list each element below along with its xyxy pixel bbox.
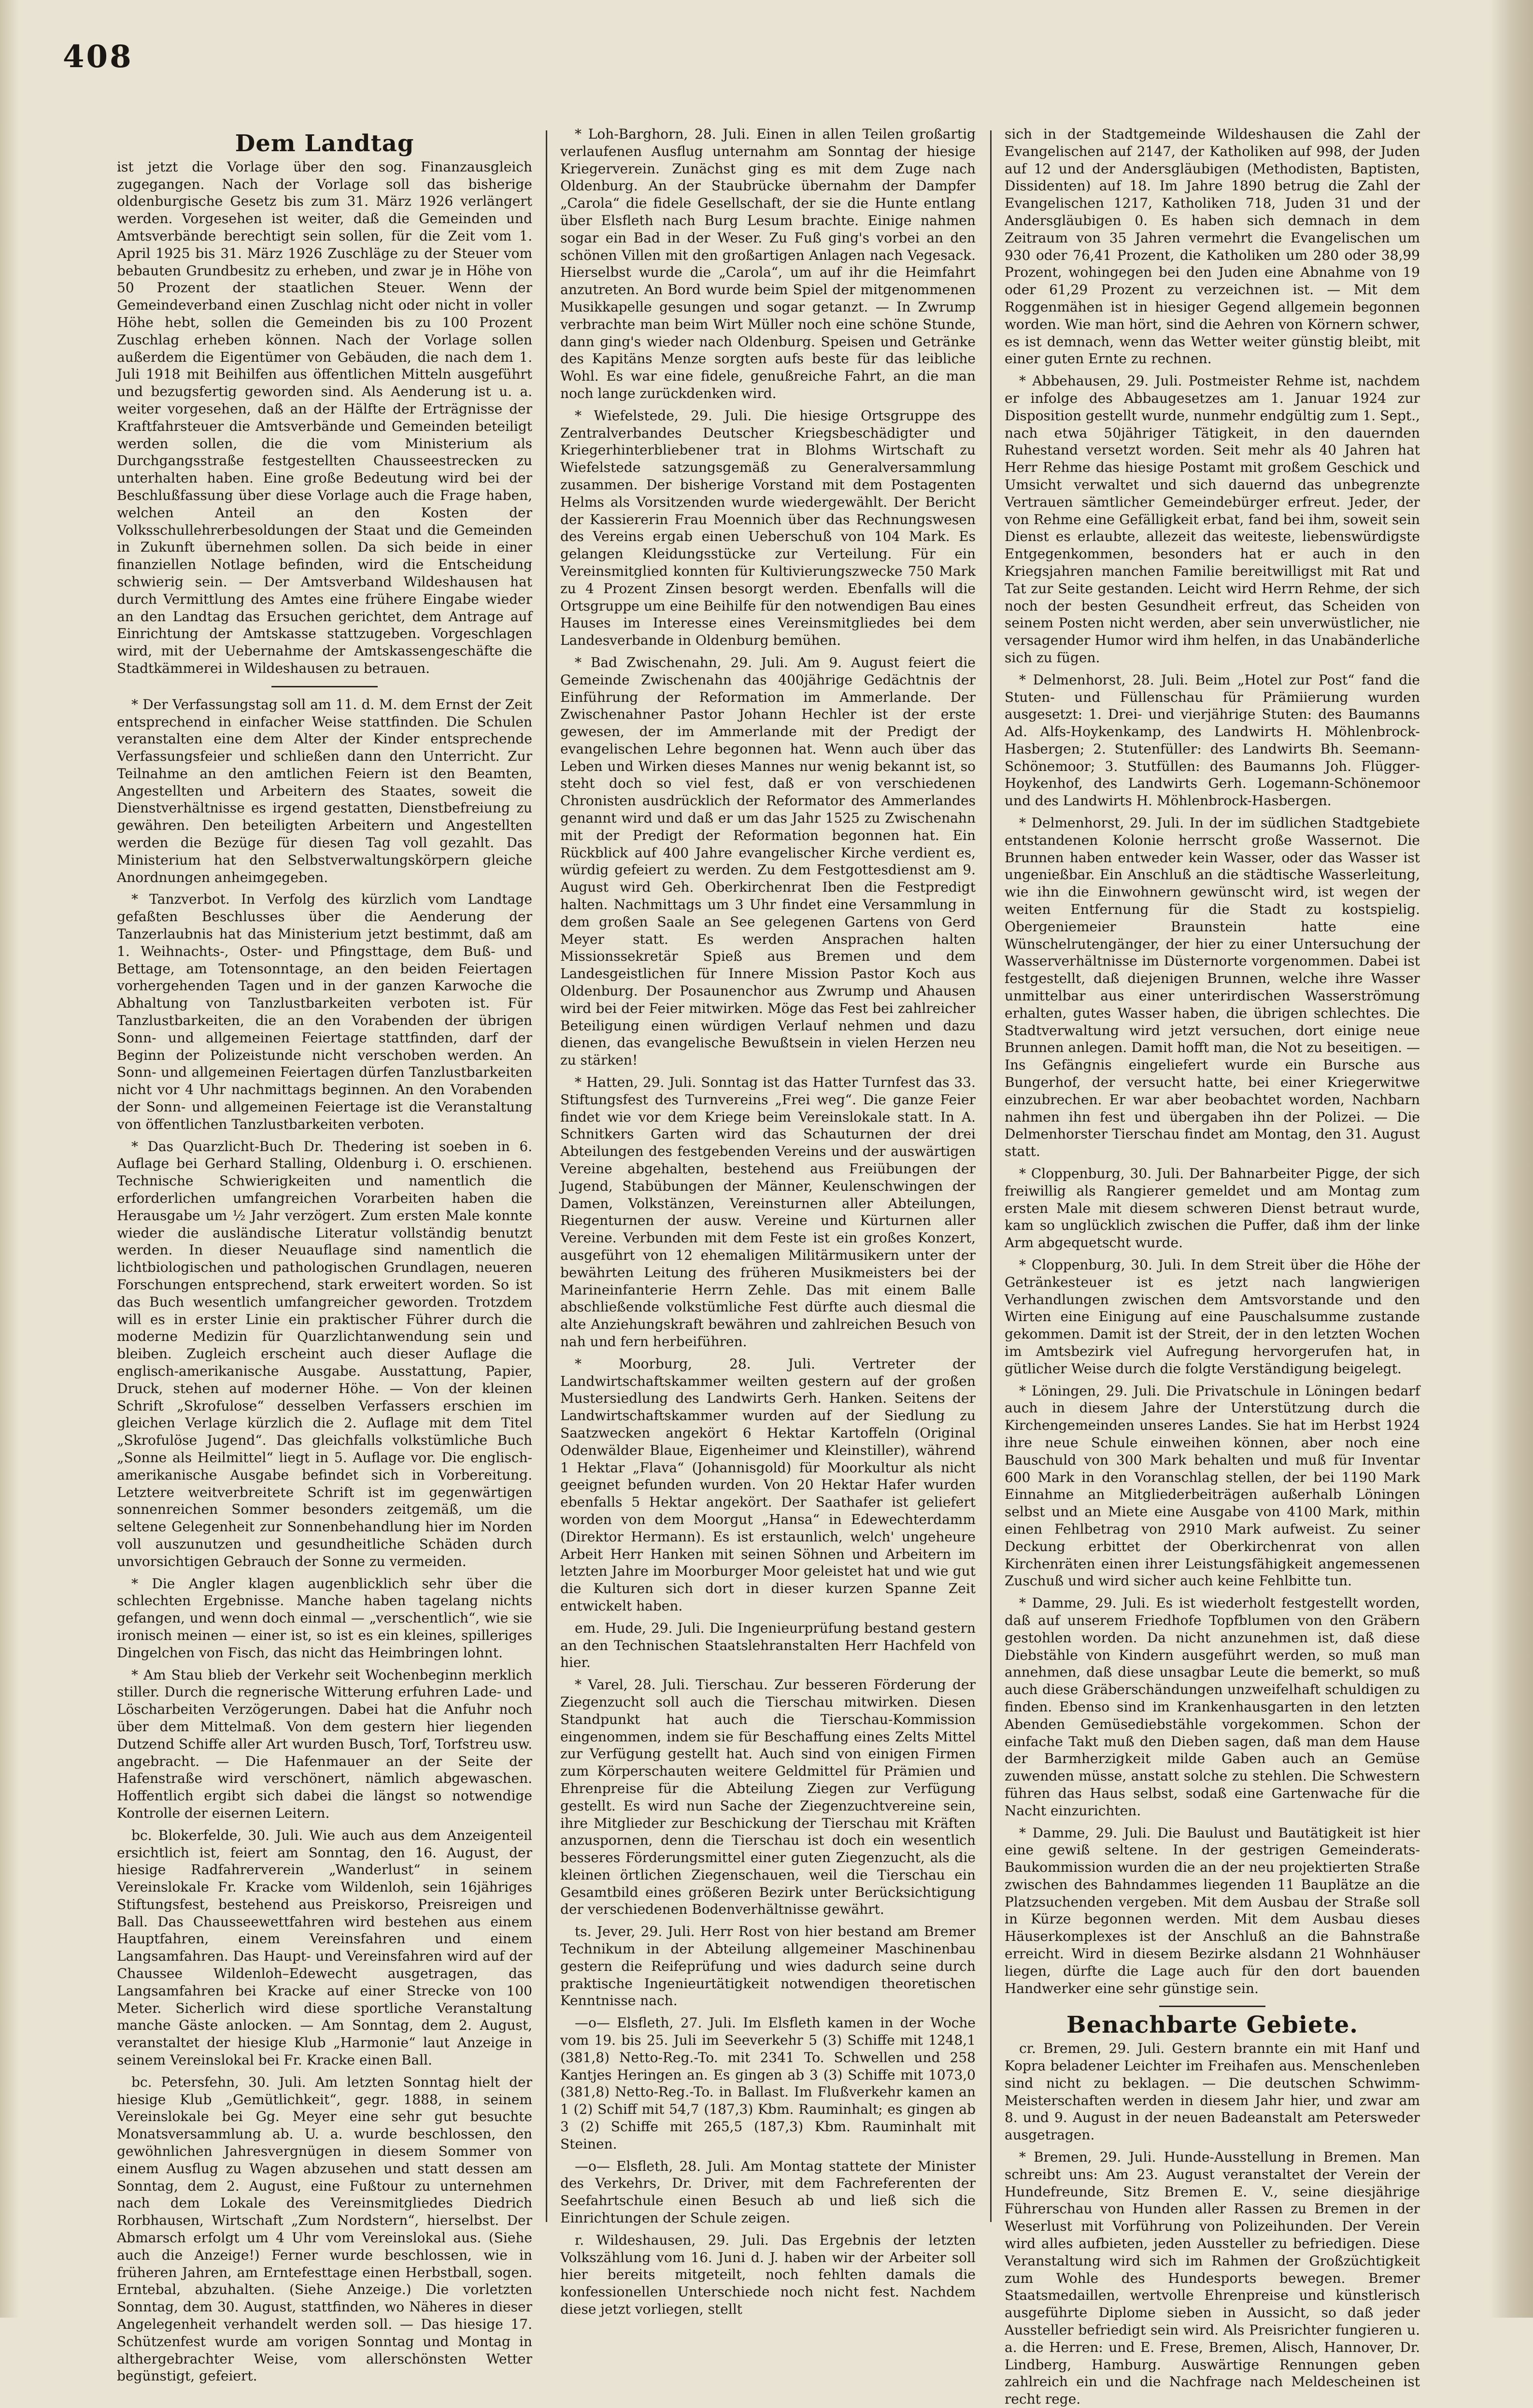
- section-heading-benachbarte-gebiete: Benachbarte Gebiete.: [1066, 2011, 1358, 2039]
- scan-edge-left: [0, 0, 19, 2318]
- article-paragraph: * Tanzverbot. In Verfolg des kürzlich vom Landtage gefaßten Beschlusses über die Aenderung der Tanzerlaubnis hat das Ministerium jetzt bestimmt, daß am 1. Weihnachts-, Oster- und Pfingsttage, dem Buß- und Bettage, am Totensonntage, an den beiden Feiertagen vorhergehenden Tagen und in der ganzen Karwoche die Abhaltung von Tanzlustbarkeiten verboten ist. Für Tanzlustbarkeiten, die an den Vorabenden der übrigen Sonn- und allgemeinen Feiertage stattfinden, darf der Beginn der Polizeistunde nicht verschoben werden. An Sonn- und allgemeinen Feiertagen dürfen Tanzlustbarkeiten nicht vor 4 Uhr nachmittags beginnen. An den Vorabenden der Sonn- und allgemeinen Feiertage ist die Veranstaltung von öffentlichen Tanzlustbarkeiten verboten.: [117, 891, 532, 1132]
- page-number: 408: [63, 39, 133, 75]
- article-paragraph: sich in der Stadtgemeinde Wildeshausen die Zahl der Evangelischen auf 2147, der Katholiken auf 998, der Juden auf 12 und der Andersgläubigen (Methodisten, Baptisten, Dissidenten) auf 18. Im Jahre 1890 betrug die Zahl der Evangelischen 1217, Katholiken 718, Juden 31 und der Andersgläubigen 0. Es haben sich demnach in dem Zeitraum von 35 Jahren vermehrt die Evangelischen um 930 oder 76,41 Prozent, die Katholiken um 280 oder 38,99 Prozent, wohingegen bei den Juden eine Abnahme von 19 oder 61,29 Prozent zu verzeichnen ist. — Mit dem Roggenmähen ist in hiesiger Gegend allgemein begonnen worden. Wie man hört, sind die Aehren von Körnern schwer, es ist demnach, wenn das Wetter weiter günstig bleibt, mit einer guten Ernte zu rechnen.: [1005, 126, 1420, 367]
- article-paragraph: —o— Elsfleth, 28. Juli. Am Montag stattete der Minister des Verkehrs, Dr. Driver, mit dem Fachreferenten der Seefahrtschule einen Besuch ab und ließ sich die Einrichtungen der Schule zeigen.: [560, 2158, 976, 2226]
- article-paragraph: bc. Petersfehn, 30. Juli. Am letzten Sonntag hielt der hiesige Klub „Gemütlichkeit“, gegr. 1888, in seinem Vereinslokale bei Gg. Meyer eine sehr gut besuchte Monatsversammlung ab. U. a. wurde beschlossen, den gewöhnlichen Jahresvergnügen in diesem Sommer von einem Ausflug zu Wagen abzusehen und statt dessen am Sonntag, dem 2. August, eine Fußtour zu unternehmen nach dem Lokale des Vereinsmitgliedes Diedrich Rorbhausen, Wirtschaft „Zum Nordstern“, hierselbst. Der Abmarsch erfolgt um 4 Uhr vom Vereinslokal aus. (Siehe auch die Anzeige!) Ferner wurde beschlossen, wie in früheren Jahren, am Erntefesttage einen Herbstball, sogen. Erntebal, abzuhalten. (Siehe Anzeige.) Die vorletzten Sonntag, dem 30. August, stattfinden, wo Näheres in dieser Angelegenheit verhandelt werden soll. — Das hiesige 17. Schützenfest wurde am vorigen Sonntag und Montag in althergebrachter Weise, vom allerschönsten Wetter begünstigt, gefeiert.: [117, 2074, 532, 2384]
- article-paragraph: * Am Stau blieb der Verkehr seit Wochenbeginn merklich stiller. Durch die regnerische Witterung erfuhren Lade- und Löscharbeiten Verzögerungen. Dabei hat die Anfuhr noch über dem Mittelmaß. Von dem gestern hier liegenden Dutzend Schiffe aller Art wurden Busch, Torf, Torfstreu usw. angebracht. — Die Hafenmauer an der Seite der Hafenstraße wird verschönert, nämlich abgewaschen. Hoffentlich ergibt sich dabei die längst so notwendige Kontrolle der eisernen Leitern.: [117, 1667, 532, 1821]
- article-paragraph: * Hatten, 29. Juli. Sonntag ist das Hatter Turnfest das 33. Stiftungsfest des Turnvereins „Frei weg“. Die ganze Feier findet wie vor dem Kriege beim Vereinslokale statt. In A. Schnitkers Garten wird das Schauturnen der drei Abteilungen des festgebenden Vereins und der auswärtigen Vereine abgehalten, bestehend aus Freiübungen der Jugend, Stabübungen der Männer, Keulenschwingen der Damen, Volkstänzen, Vereinsturnen aller Abteilungen, Riegenturnen der ausw. Vereine und Kürturnen aller Vereine. Verbunden mit dem Feste ist ein großes Konzert, ausgeführt von 12 ehemaligen Militärmusikern unter der bewährten Leitung des früheren Musikmeisters bei der Marineinfanterie Herrn Zehle. Das mit einem Balle abschließende volkstümliche Fest dürfte auch diesmal die alte Anziehungskraft bewähren und zahlreichen Besuch von nah und fern herbeiführen.: [560, 1074, 976, 1350]
- article-paragraph: cr. Bremen, 29. Juli. Gestern brannte ein mit Hanf und Kopra beladener Leichter im Freihafen aus. Menschenleben sind nicht zu beklagen. — Die deutschen Schwimm-Meisterschaften werden in diesem Jahr hier, und zwar am 8. und 9. August in der neuen Badeanstalt am Petersweder ausgetragen.: [1005, 2040, 1420, 2143]
- article-paragraph: * Cloppenburg, 30. Juli. Der Bahnarbeiter Pigge, der sich freiwillig als Rangierer gemeldet und am Montag zum ersten Male mit diesem schweren Dienst betraut wurde, kam so unglücklich zwischen die Puffer, daß ihm der linke Arm abgequetscht wurde.: [1005, 1166, 1420, 1251]
- article-paragraph: * Bad Zwischenahn, 29. Juli. Am 9. August feiert die Gemeinde Zwischenahn das 400jährige Gedächtnis der Einführung der Reformation im Ammerlande. Der Zwischenahner Pastor Johann Hechler ist der erste gewesen, der im Ammerlande mit der Predigt der evangelischen Lehre begonnen hat. Wenn auch über das Leben und Wirken dieses Mannes nur wenig bekannt ist, so steht doch so viel fest, daß er von verschiedenen Chronisten ausdrücklich der Reformator des Ammerlandes genannt wird und daß er um das Jahr 1525 zu Zwischenahn mit der Predigt der Reformation begonnen hat. Ein Rückblick auf 400 Jahre evangelischer Kirche verdient es, würdig gefeiert zu werden. Zu dem Festgottesdienst am 9. August wird Geh. Oberkirchenrat Iben die Festpredigt halten. Nachmittags um 3 Uhr findet eine Versammlung in dem großen Saale an See gelegenen Gartens von Gerd Meyer statt. Es werden Ansprachen halten Missionssekretär Spieß aus Bremen und dem Landesgeistlichen für Innere Mission Pastor Koch aus Oldenburg. Der Posaunenchor aus Zwrump und Ahausen wird bei der Feier mitwirken. Möge das Fest bei zahlreicher Beteiligung einen würdigen Verlauf nehmen und dazu dienen, das evangelische Bewußtsein in vielen Herzen neu zu stärken!: [560, 654, 976, 1069]
- column-2: [560, 126, 976, 2318]
- article-paragraph: * Varel, 28. Juli. Tierschau. Zur besseren Förderung der Ziegenzucht soll auch die Tierschau mitwirken. Diesen Standpunkt hat auch die Tierschau-Kommission eingenommen, indem sie für Beschaffung eines Zelts Mittel zur Verfügung gestellt hat. Auch sind von einigen Firmen zum Körperschauten weitere Geldmittel für Prämien und Ehrenpreise für die Abteilung Ziegen zur Verfügung gestellt. Es wird nun Sache der Ziegenzuchtvereine sein, ihre Mitglieder zur Beschickung der Tierschau mit Kräften anzuspornen, denn die Tierschau ist doch ein wesentlich besseres Förderungsmittel einer guten Ziegenzucht, als die kleinen örtlichen Ziegenschauen, weil die Tierschau ein Gesamtbild eines größeren Bezirk unter Berücksichtigung der verschiedenen Bodenverhältnisse gewährt.: [560, 1677, 976, 1918]
- column-3: [1005, 126, 1420, 2408]
- article-paragraph: r. Wildeshausen, 29. Juli. Das Ergebnis der letzten Volkszählung vom 16. Juni d. J. haben wir der Arbeiter soll hier bereits mitgeteilt, noch fehlten damals die konfessionellen Unterschiede noch nicht fest. Nachdem diese jetzt vorliegen, stellt: [560, 2232, 976, 2318]
- article-paragraph: bc. Blokerfelde, 30. Juli. Wie auch aus dem Anzeigenteil ersichtlich ist, feiert am Sonntag, den 16. August, der hiesige Radfahrerverein „Wanderlust“ in seinem Vereinslokale Fr. Kracke vom Wildenloh, sein 16jähriges Stiftungsfest, bestehend aus Preiskorso, Preisreigen und Ball. Das Chausseewettfahren wird bestehen aus einem Hauptfahren, einem Vereinsfahren und einem Langsamfahren. Das Haupt- und Vereinsfahren wird auf der Chaussee Wildenloh–Edewecht ausgetragen, das Langsamfahren bei Kracke auf einer Strecke von 100 Meter. Sicherlich wird diese sportliche Veranstaltung manche Gäste anlocken. — Am Sonntag, dem 2. August, veranstaltet der hiesige Klub „Harmonie“ laut Anzeige in seinem Vereinslokal bei Fr. Kracke einen Ball.: [117, 1827, 532, 2068]
- article-paragraph: * Delmenhorst, 29. Juli. In der im südlichen Stadtgebiete entstandenen Kolonie herrscht große Wassernot. Die Brunnen haben entweder kein Wasser, oder das Wasser ist ungenießbar. Ein Anschluß an die städtische Wasserleitung, wie ihn die Einwohnern gewünscht wird, ist wegen der weiten Entfernung für die Stadt zu kostspielig. Obergeniemeier Braunstein hatte eine Wünschelrutengänger, der hier zu einer Untersuchung der Wasserverhältnisse im Düsternorte vorgenommen. Dabei ist festgestellt, daß diejenigen Brunnen, welche ihre Wasser unmittelbar aus einer unterirdischen Wasserströmung erhalten, gutes Wasser haben, die übrigen schlechtes. Die Stadtverwaltung wird jetzt versuchen, dort einige neue Brunnen anlegen. Damit hofft man, die Not zu beseitigen. — Ins Gefängnis eingeliefert wurde ein Bursche aus Bungerhof, der versucht hatte, bei einer Kriegerwitwe einzubrechen. Er war aber beobachtet worden, Nachbarn nahmen ihn fest und übergaben ihn der Polizei. — Die Delmenhorster Tierschau findet am Montag, den 31. August statt.: [1005, 815, 1420, 1160]
- article-paragraph: * Wiefelstede, 29. Juli. Die hiesige Ortsgruppe des Zentralverbandes Deutscher Kriegsbeschädigter und Kriegerhinterbliebener trat in Blohms Wirtschaft zu Wiefelstede satzungsgemäß zu Generalversammlung zusammen. Der bisherige Vorstand mit dem Postagenten Helms als Vorsitzenden wurde wiedergewählt. Der Bericht der Kassiererin Frau Moennich über das Rechnungswesen des Vereins ergab einen Ueberschuß von 104 Mark. Es gelangen Kleidungsstücke zur Verteilung. Für ein Vereinsmitglied konnten für Kultivierungszwecke 750 Mark zu 4 Prozent Zinsen besorgt werden. Ebenfalls will die Ortsgruppe um eine Beihilfe für den notwendigen Bau eines Hauses im Interesse eines Vereinsmitgliedes bei dem Landesverbande in Oldenburg bemühen.: [560, 407, 976, 649]
- article-paragraph: * Der Verfassungstag soll am 11. d. M. dem Ernst der Zeit entsprechend in einfacher Weise stattfinden. Die Schulen veranstalten eine dem Alter der Kinder entsprechende Verfassungsfeier und schließen dann den Unterricht. Zur Teilnahme an den amtlichen Feiern ist den Beamten, Angestellten und Arbeitern des Staates, soweit die Dienstverhältnisse es irgend gestatten, Dienstbefreiung zu gewähren. Den beteiligten Arbeitern und Angestellten werden die Bezüge für diesen Tag voll gezahlt. Das Ministerium hat den Selbstverwaltungskörpern gleiche Anordnungen anheimgegeben.: [117, 696, 532, 885]
- article-paragraph: * Loh-Barghorn, 28. Juli. Einen in allen Teilen großartig verlaufenen Ausflug unternahm am Sonntag der hiesige Kriegerverein. Zunächst ging es mit dem Zuge nach Oldenburg. An der Staubrücke übernahm der Dampfer „Carola“ die fidele Gesellschaft, der sie die Hunte entlang über Elsfleth nach Burg Lesum brachte. Einige nahmen sogar ein Bad in der Weser. Zu Fuß ging's vorbei an den schönen Villen mit den großartigen Anlagen nach Vegesack. Hierselbst wurde die „Carola“, um auf ihr die Heimfahrt anzutreten. An Bord wurde beim Spiel der mitgenommenen Musikkapelle gesungen und sogar getanzt. — In Zwrump verbrachte man beim Wirt Müller noch eine schöne Stunde, dann ging's wieder nach Oldenburg. Speisen und Getränke des Kapitäns Menze sorgten aufs beste für das leibliche Wohl. Es war eine fidele, genußreiche Fahrt, an die man noch lange zurückdenken wird.: [560, 126, 976, 401]
- article-paragraph: ts. Jever, 29. Juli. Herr Rost von hier bestand am Bremer Technikum in der Abteilung allgemeiner Maschinenbau gestern die Reifeprüfung und wies dadurch seine durch praktische Ingenieurtätigkeit notwendigen theoretischen Kenntnisse nach.: [560, 1924, 976, 2009]
- section-heading-landtag: Dem Landtag: [235, 130, 414, 157]
- article-paragraph: * Cloppenburg, 30. Juli. In dem Streit über die Höhe der Getränkesteuer ist es jetzt nach langwierigen Verhandlungen zwischen dem Amtsvorstande und den Wirten eine Einigung auf eine Pauschalsumme zustande gekommen. Damit ist der Streit, der in den letzten Wochen im Amtsbezirk viel Aufregung hervorgerufen hat, in gütlicher Weise durch die folgte Verständigung beigelegt.: [1005, 1257, 1420, 1377]
- article-paragraph: ist jetzt die Vorlage über den sog. Finanzausgleich zugegangen. Nach der Vorlage soll das bisherige oldenburgische Gesetz bis zum 31. März 1926 verlängert werden. Vorgesehen ist weiter, daß die Gemeinden und Amtsverbände berechtigt sein sollen, für die Zeit vom 1. April 1925 bis 31. März 1926 Zuschläge zu der Steuer vom bebauten Grundbesitz zu erheben, und zwar je in Höhe von 50 Prozent der staatlichen Steuer. Wenn der Gemeindeverband einen Zuschlag nicht oder nicht in voller Höhe hebt, sollen die Gemeinden bis zu 100 Prozent Zuschlag erheben können. Nach der Vorlage sollen außerdem die Eigentümer von Gebäuden, die nach dem 1. Juli 1918 mit Beihilfen aus öffentlichen Mitteln ausgeführt und bezugsfertig geworden sind. Als Aenderung ist u. a. weiter vorgesehen, daß an der Hälfte der Erträgnisse der Kraftfahrsteuer die Amtsverbände und Gemeinden beteiligt werden sollen, die die vom Ministerium als Durchgangsstraße festgestellten Chausseestrecken zu unterhalten haben. Eine große Bedeutung wird bei der Beschlußfassung über diese Vorlage auch die Frage haben, welchen Anteil an den Kosten der Volksschullehrerbesoldungen der Staat und die Gemeinden in Zukunft übernehmen sollen. Da sich beide in einer finanziellen Notlage befinden, wird die Entscheidung schwierig sein. — Der Amtsverband Wildeshausen hat durch Vermittlung des Amtes eine frühere Eingabe wieder an den Landtag das Ersuchen gerichtet, dem Antrage auf Einrichtung der Amtskasse stattzugeben. Vorgeschlagen wird, mit der Uebernahme der Amtskassengeschäfte die Stadtkämmerei in Wildeshausen zu betrauen.: [117, 158, 532, 676]
- article-paragraph: * Damme, 29. Juli. Es ist wiederholt festgestellt worden, daß auf unserem Friedhofe Topfblumen von den Gräbern gestohlen worden. Da nicht anzunehmen ist, daß diese Diebstähle von Kindern ausgeführt werden, so muß man annehmen, daß diese unsagbar Leute die bemerkt, so muß auch diese Gräberschändungen unzweifelhaft schuldigen zu finden. Ebenso sind im Krankenhausgarten in den letzten Abenden Gemüsediebstähle vorgekommen. Schon der einfache Takt muß den Dieben sagen, daß man dem Hause der Barmherzigkeit milde Gaben auch an Gemüse zuwenden müsse, anstatt solche zu stehlen. Die Schwestern führen das Haus selbst, sodaß eine Gartenwache für die Nacht einzurichten.: [1005, 1595, 1420, 1819]
- article-paragraph: * Moorburg, 28. Juli. Vertreter der Landwirtschaftskammer weilten gestern auf der großen Mustersiedlung des Landwirts Gerh. Hanken. Seitens der Landwirtschaftskammer wurden auf der Siedlung zu Saatzwecken angekört 6 Hektar Kartoffeln (Original Odenwälder Blaue, Eigenheimer und Kleinstiller), während 1 Hektar „Flava“ (Johannisgold) für Moorkultur als nicht geeignet befunden wurden. Von 20 Hektar Hafer wurden ebenfalls 5 Hektar angekört. Der Saathafer ist geliefert worden von dem Moorgut „Hansa“ in Edewechterdamm (Direktor Hermann). Es ist erstaunlich, welch' ungeheure Arbeit Herr Hanken mit seinen Söhnen und Arbeitern im letzten Jahre im Moorburger Moor geleistet hat und wie gut die Kulturen sich dort in dieser kurzen Spanne Zeit entwickelt haben.: [560, 1355, 976, 1614]
- column-rule-2: [990, 130, 992, 2222]
- article-paragraph: —o— Elsfleth, 27. Juli. Im Elsfleth kamen in der Woche vom 19. bis 25. Juli im Seeverkehr 5 (3) Schiffe mit 1248,1 (381,8) Netto-Reg.-To. mit 2341 To. Schwellen und 258 Kantjes Heringen an. Es gingen ab 3 (3) Schiffe mit 1073,0 (381,8) Netto-Reg.-To. in Ballast. Im Flußverkehr kamen an 1 (2) Schiff mit 54,7 (187,3) Kbm. Rauminhalt; es gingen ab 3 (2) Schiffe mit 265,5 (187,3) Kbm. Rauminhalt mit Steinen.: [560, 2015, 976, 2152]
- article-paragraph: * Bremen, 29. Juli. Hunde-Ausstellung in Bremen. Man schreibt uns: Am 23. August veranstaltet der Verein der Hundefreunde, Sitz Bremen E. V., seine diesjährige Führerschau von Hunden aller Rassen zu Bremen in der Weserlust mit Vorführung von Polizeihunden. Der Verein wird alles aufbieten, jeden Aussteller zu befriedigen. Diese Veranstaltung wird sich im Rahmen der Großzüchtigkeit zum Wohle des Hundesports bewegen. Bremer Staatsmedaillen, wertvolle Ehrenpreise und künstlerisch ausgeführte Diplome sieben in Aussicht, so daß jeder Aussteller befriedigt sein wird. Als Preisrichter fungieren u. a. die Herren: und E. Frese, Bremen, Alisch, Hannover, Dr. Lindberg, Hamburg. Auswärtige Rennungen geben zahlreich ein und die Nachfrage nach Meldescheinen ist recht rege.: [1005, 2149, 1420, 2408]
- column-1: [117, 126, 532, 2384]
- article-paragraph: * Die Angler klagen augenblicklich sehr über die schlechten Ergebnisse. Manche haben tagelang nichts gefangen, und wenn doch einmal — „verschentlich“, wie sie ironisch meinen — einer ist, so ist es ein kleines, spilleriges Dingelchen von Fisch, das nicht das Heimbringen lohnt.: [117, 1575, 532, 1661]
- column-rule-1: [546, 130, 547, 2222]
- page-binding-edge: [1490, 0, 1533, 2318]
- separator: [1159, 2006, 1265, 2007]
- article-paragraph: em. Hude, 29. Juli. Die Ingenieurprüfung bestand gestern an den Technischen Staatslehranstalten Herr Hachfeld von hier.: [560, 1620, 976, 1671]
- article-paragraph: * Damme, 29. Juli. Die Baulust und Bautätigkeit ist hier eine gewiß seltene. In der gestrigen Gemeinderats-Baukommission wurden die an der neu projektierten Straße zwischen des Bahndammes liegenden 11 Bauplätze an die Platzsuchenden vergeben. Mit dem Ausbau der Straße soll in Kürze begonnen werden. Mit dem Ausbau dieses Häuserkomplexes ist der Anschluß an die Bahnstraße erreicht. Wird in diesem Bezirke alsdann 21 Wohnhäuser liegen, dürfte die Lage auch für den dort bauenden Handwerker eine sehr günstige sein.: [1005, 1824, 1420, 1996]
- article-paragraph: * Das Quarzlicht-Buch Dr. Thedering ist soeben in 6. Auflage bei Gerhard Stalling, Oldenburg i. O. erschienen. Technische Schwierigkeiten und namentlich die erforderlichen umfangreichen Vorarbeiten haben die Herausgabe um ½ Jahr verzögert. Zum ersten Male konnte wieder die ausländische Literatur vollständig benutzt werden. In dieser Neuauflage sind namentlich die lichtbiologischen und pathologischen Grundlagen, neueren Forschungen entsprechend, stark erweitert worden. So ist das Buch wesentlich umfangreicher geworden. Trotzdem will es in erster Linie ein praktischer Führer durch die moderne Medizin für Quarzlichtanwendung sein und bleiben. Zugleich erscheint auch dieser Auflage die englisch-amerikanische Ausgabe. Ausstattung, Papier, Druck, stehen auf moderner Höhe. — Von der kleinen Schrift „Skrofulose“ desselben Verfassers erschien im gleichen Verlage kürzlich die 2. Auflage mit dem Titel „Skrofulöse Jugend“. Das gleichfalls volkstümliche Buch „Sonne als Heilmittel“ liegt in 5. Auflage vor. Die englisch-amerikanische Ausgabe befindet sich in Vorbereitung. Letztere weitverbreitete Schrift ist im gegenwärtigen sonnenreichen Sommer besonders zeitgemäß, um die seltene Gelegenheit zur Sonnenbehandlung hier im Norden voll auszunutzen und gesundheitliche Schäden durch unvorsichtigen Gebrauch der Sonne zu vermeiden.: [117, 1138, 532, 1569]
- separator: [271, 686, 378, 687]
- article-paragraph: * Löningen, 29. Juli. Die Privatschule in Löningen bedarf auch in diesem Jahre der Unterstützung durch die Kirchengemeinden unseres Landes. Sie hat im Herbst 1924 ihre neue Schule einweihen können, aber noch eine Bauschuld von 300 Mark behalten und muß für Inventar 600 Mark in den Voranschlag stellen, der bei 1190 Mark Einnahme an Mitgliederbeiträgen außerhalb Löningen selbst und an Miete eine Ausgabe von 4100 Mark, mithin einen Fehlbetrag von 2910 Mark aufweist. Zu seiner Deckung erbittet der Oberkirchenrat von allen Kirchenräten einen ihrer Leistungsfähigkeit angemessenen Zuschuß und wird sicher auch keine Fehlbitte tun.: [1005, 1382, 1420, 1589]
- article-paragraph: * Abbehausen, 29. Juli. Postmeister Rehme ist, nachdem er infolge des Abbaugesetzes am 1. Januar 1924 zur Disposition gestellt wurde, nunmehr endgültig zum 1. Sept., nach etwa 50jähriger Tätigkeit, in den dauernden Ruhestand versetzt worden. Seit mehr als 40 Jahren hat Herr Rehme das hiesige Postamt mit großem Geschick und Umsicht verwaltet und sich dauernd das unbegrenzte Vertrauen sämtlicher Gemeindebürger erfreut. Jeder, der von Rehme eine Gefälligkeit erbat, fand bei ihm, soweit sein Dienst es erlaubte, allezeit das weiteste, liebenswürdigste Entgegenkommen, besonders hat er auch in den Kriegsjahren manchen Familie bereitwilligst mit Rat und Tat zur Seite gestanden. Leicht wird Herrn Rehme, der sich noch der besten Gesundheit erfreut, das Scheiden von seinem Posten nicht werden, aber sein unverwüstlicher, nie versagender Humor wird ihm helfen, in das Unabänderliche sich zu fügen.: [1005, 373, 1420, 666]
- article-paragraph: * Delmenhorst, 28. Juli. Beim „Hotel zur Post“ fand die Stuten- und Füllenschau für Prämiierung wurden ausgesetzt: 1. Drei- und vierjährige Stuten: des Baumanns Ad. Alfs-Hoykenkamp, des Landwirts H. Möhlenbrock-Hasbergen; 2. Stutenfüller: des Landwirts Bh. Seemann-Schönemoor; 3. Stutfüllen: des Baumanns Joh. Flügger-Hoykenhof, des Landwirts Gerh. Logemann-Schönemoor und des Landwirts H. Möhlenbrock-Hasbergen.: [1005, 671, 1420, 809]
